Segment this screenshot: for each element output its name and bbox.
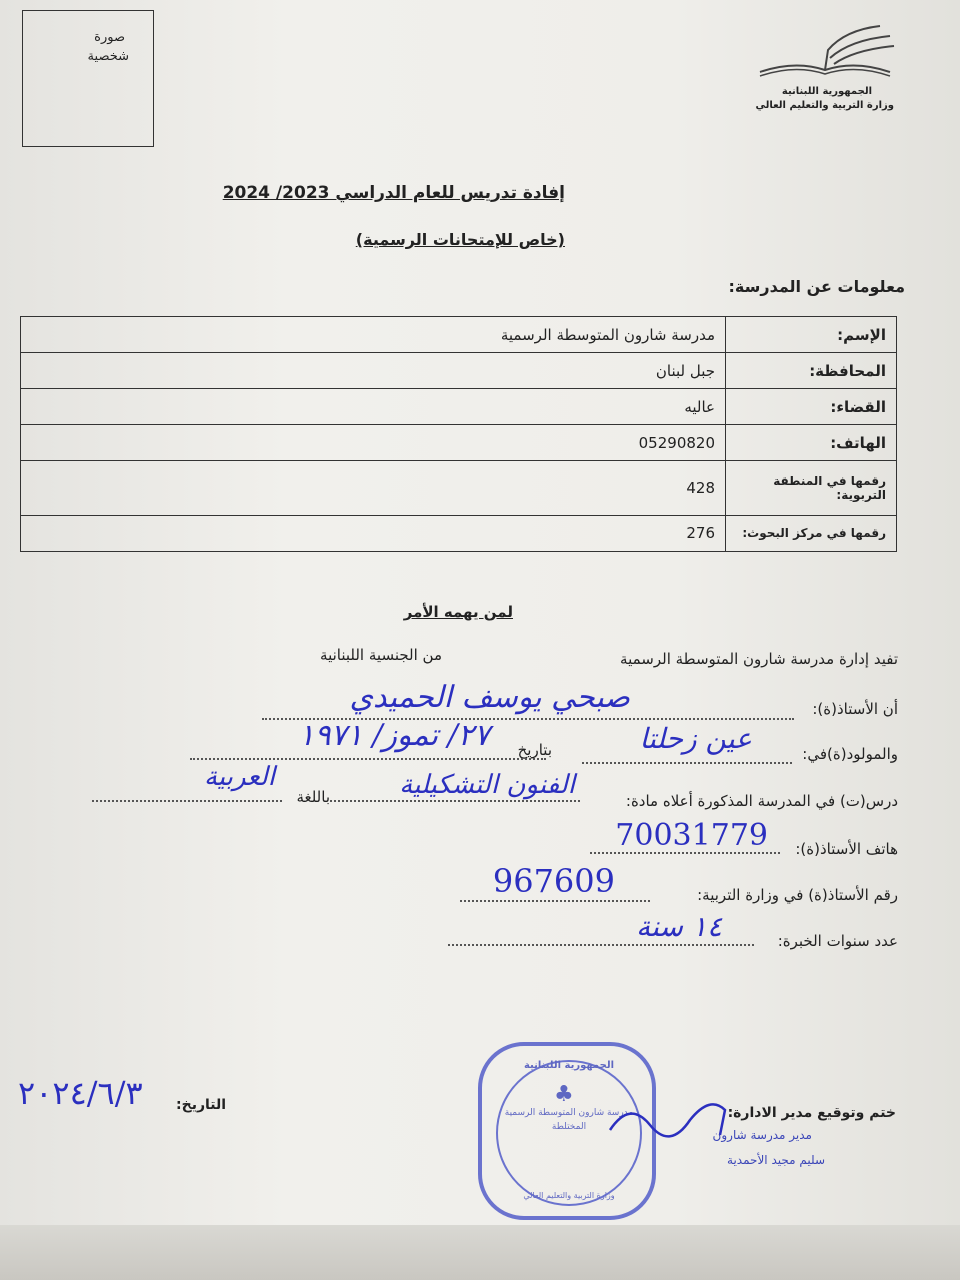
teacher-label: أن الأستاذ(ة): [812,700,898,718]
name-label: الإسم: [726,317,897,353]
teacher-name-handwritten: صبحي يوسف الحميدي [349,680,630,715]
school-info-heading: معلومات عن المدرسة: [728,277,905,296]
language-label: باللغة [296,788,330,806]
experience-label: عدد سنوات الخبرة: [777,932,898,950]
language-dotted-line [92,800,282,802]
research-center-number-label: رقمها في مركز البحوث: [726,515,897,551]
photo-label-line1: صورة [94,30,125,45]
photo-label-line2: شخصية [87,49,129,64]
cedar-tree-icon: ♣ [554,1082,574,1107]
table-row [21,515,897,551]
table-row [21,317,897,353]
district-label: القضاء: [726,389,897,425]
research-center-number-value: 276 [21,515,726,551]
born-dotted-line [582,762,792,764]
region-number-label: رقمها في المنطقة التربوية: [726,461,897,516]
ministry-logo [750,20,900,120]
addressee: لمن يهمه الأمر [403,603,513,621]
ministry-number-label: رقم الأستاذ(ة) في وزارة التربية: [697,886,898,904]
ministry-name: وزارة التربية والتعليم العالي [755,100,894,111]
school-info-table [20,316,897,552]
ministry-number-dotted-line [460,900,650,902]
intro-text: تفيد إدارة مدرسة شارون المتوسطة الرسمية [620,650,898,668]
taught-label: درس(ت) في المدرسة المذكورة أعلاه مادة: [625,792,898,810]
dob-handwritten: ٢٧/ تموز/ ١٩٧١ [298,718,490,753]
principal-name: سليم مجيد الأحمدية [727,1153,825,1167]
dob-dotted-line [190,758,546,760]
stamp-school-text: مدرسة شارون المتوسطة الرسمية المختلطة [504,1108,634,1132]
born-label: والمولود(ة)في: [802,745,898,763]
experience-dotted-line [448,944,754,946]
principal-title: مدير مدرسة شارون [712,1128,812,1142]
teacher-phone-handwritten: 70031779 [615,818,768,853]
stamp-ring-text: الجمهورية اللبنانية [523,1060,615,1071]
page-fold-shadow [0,1225,960,1280]
name-value: مدرسة شارون المتوسطة الرسمية [21,317,726,353]
table-row [21,389,897,425]
language-handwritten: العربية [203,762,275,792]
subject-handwritten: الفنون التشكيلية [399,770,575,800]
governorate-label: المحافظة: [726,353,897,389]
signature-label: ختم وتوقيع مدير الادارة: [727,1105,896,1121]
nationality-text: من الجنسية اللبنانية [320,646,442,664]
date-handwritten: ٢٠٢٤/٦/٣ [18,1074,143,1112]
phone-value: 05290820 [21,425,726,461]
district-value: عاليه [21,389,726,425]
table-row [21,353,897,389]
signature-scribble [600,1090,740,1150]
document-subtitle: (خاص للإمتحانات الرسمية) [355,230,565,249]
dob-label: بتاريخ [517,741,552,759]
table-row [21,425,897,461]
experience-handwritten: ١٤ سنة [636,910,722,943]
republic-name: الجمهورية اللبنانية [781,86,872,97]
stamp-ring-bottom-text: وزارة التربية والتعليم العالي [523,1191,615,1200]
ministry-number-handwritten: 967609 [492,862,615,900]
open-book-logo-icon [750,20,900,84]
subject-dotted-line [330,800,580,802]
table-row [21,461,897,516]
region-number-value: 428 [21,461,726,516]
phone-label: الهاتف: [726,425,897,461]
teacher-phone-label: هاتف الأستاذ(ة): [795,840,898,858]
governorate-value: جبل لبنان [21,353,726,389]
birthplace-handwritten: عين زحلتا [639,722,752,755]
document-title: إفادة تدريس للعام الدراسي 2023/ 2024 [222,183,565,203]
date-label: التاريخ: [176,1097,227,1113]
photo-placeholder-box [22,10,154,147]
